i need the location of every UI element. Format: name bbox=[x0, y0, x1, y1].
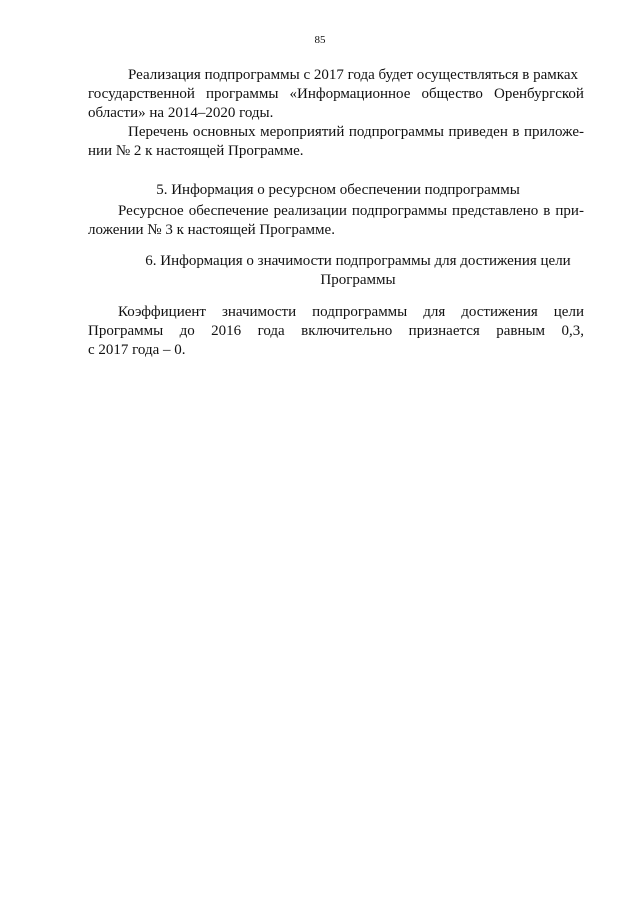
word: Перечень bbox=[128, 124, 189, 140]
word: достижения bbox=[461, 304, 538, 320]
word: 0,3, bbox=[561, 323, 584, 339]
word: равным bbox=[496, 323, 546, 339]
intro-paragraph-line-1: Реализация подпрограммы с 2017 года будет осуществляться в рамках bbox=[128, 67, 579, 83]
section-6-paragraph-line-1 bbox=[118, 303, 584, 322]
word: включительно bbox=[301, 323, 393, 339]
list-reference-line-1 bbox=[128, 123, 584, 142]
word: приложе- bbox=[523, 124, 584, 140]
word: года bbox=[257, 323, 285, 339]
word: программы bbox=[206, 86, 279, 102]
word: 2016 bbox=[211, 323, 242, 339]
section-6-paragraph-line-3: с 2017 года – 0. bbox=[88, 342, 186, 358]
word: признается bbox=[408, 323, 480, 339]
word: обеспечение bbox=[188, 203, 269, 219]
word: в bbox=[512, 124, 520, 140]
word: значимости bbox=[221, 304, 297, 320]
section-6-heading-line-2: Программы bbox=[320, 272, 396, 288]
word: представлено bbox=[452, 203, 539, 219]
word: государственной bbox=[88, 86, 195, 102]
list-reference-line-2: нии № 2 к настоящей Программе. bbox=[88, 143, 304, 159]
section-5-heading: 5. Информация о ресурсном обеспечении подпрограммы bbox=[156, 182, 520, 198]
section-5-paragraph-line-1 bbox=[118, 202, 584, 221]
word: мероприятий bbox=[260, 124, 345, 140]
word: основных bbox=[192, 124, 256, 140]
word: Ресурсное bbox=[118, 203, 184, 219]
word: в bbox=[543, 203, 551, 219]
word: Коэффициент bbox=[118, 304, 206, 320]
word: общество bbox=[421, 86, 483, 102]
section-5-paragraph-line-2: ложении № 3 к настоящей Программе. bbox=[88, 222, 335, 238]
word: Программы bbox=[88, 323, 164, 339]
section-6-paragraph-line-2 bbox=[88, 322, 584, 341]
word: Оренбургской bbox=[494, 86, 584, 102]
intro-paragraph-line-2 bbox=[88, 85, 584, 104]
word: до bbox=[179, 323, 195, 339]
word: подпрограммы bbox=[312, 304, 408, 320]
section-6-heading-line-1: 6. Информация о значимости подпрограммы для достижения цели bbox=[145, 253, 571, 269]
word: цели bbox=[553, 304, 584, 320]
word: реализации bbox=[273, 203, 347, 219]
word: для bbox=[423, 304, 446, 320]
word: приведен bbox=[448, 124, 508, 140]
word: «Информационное bbox=[289, 86, 411, 102]
word: при- bbox=[555, 203, 584, 219]
intro-paragraph-line-3: области» на 2014–2020 годы. bbox=[88, 105, 274, 121]
page-number: 85 bbox=[314, 34, 326, 46]
word: подпрограммы bbox=[348, 124, 445, 140]
word: подпрограммы bbox=[351, 203, 448, 219]
